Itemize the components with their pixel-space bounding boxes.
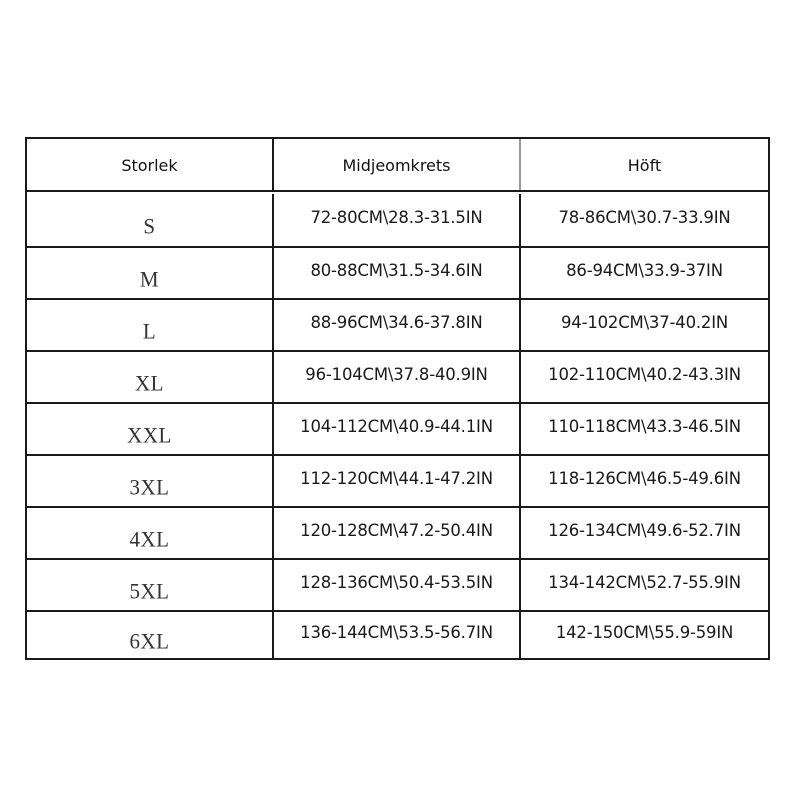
waist-value: 104-112CM\40.9-44.1IN: [300, 416, 493, 436]
table-row: [27, 454, 768, 506]
waist-cell: [274, 612, 521, 658]
size-value: S: [143, 212, 156, 239]
waist-cell: [274, 248, 521, 298]
waist-cell: [274, 456, 521, 506]
size-cell: [27, 194, 274, 246]
size-cell: [27, 352, 274, 402]
hip-cell: [521, 194, 768, 246]
hip-cell: [521, 352, 768, 402]
size-cell: [27, 248, 274, 298]
hip-cell: [521, 248, 768, 298]
waist-value: 80-88CM\31.5-34.6IN: [310, 260, 483, 280]
hip-cell: [521, 456, 768, 506]
waist-value: 112-120CM\44.1-47.2IN: [300, 468, 493, 488]
size-cell: [27, 404, 274, 454]
hip-value: 78-86CM\30.7-33.9IN: [558, 207, 731, 227]
table-row: [27, 610, 768, 658]
table-row: [27, 558, 768, 610]
header-cell-waist: [274, 139, 521, 190]
header-hip-label: Höft: [627, 156, 662, 175]
waist-value: 136-144CM\53.5-56.7IN: [300, 622, 493, 642]
hip-cell: [521, 404, 768, 454]
hip-value: 102-110CM\40.2-43.3IN: [548, 364, 741, 384]
hip-value: 134-142CM\52.7-55.9IN: [548, 572, 741, 592]
hip-cell: [521, 612, 768, 658]
waist-cell: [274, 194, 521, 246]
size-value: 3XL: [129, 473, 170, 500]
table-row: [27, 194, 768, 246]
waist-value: 96-104CM\37.8-40.9IN: [305, 364, 488, 384]
hip-value: 142-150CM\55.9-59IN: [555, 622, 734, 642]
size-cell: [27, 612, 274, 658]
table-header-row: [27, 139, 768, 192]
hip-value: 110-118CM\43.3-46.5IN: [548, 416, 741, 436]
hip-value: 126-134CM\49.6-52.7IN: [548, 520, 741, 540]
waist-cell: [274, 404, 521, 454]
size-value: 5XL: [129, 577, 170, 604]
size-table: [25, 137, 770, 660]
size-cell: [27, 560, 274, 610]
size-value: L: [142, 317, 157, 344]
header-cell-hip: [521, 139, 768, 190]
waist-cell: [274, 300, 521, 350]
waist-value: 128-136CM\50.4-53.5IN: [300, 572, 493, 592]
waist-value: 88-96CM\34.6-37.8IN: [310, 312, 483, 332]
size-value: 6XL: [129, 627, 170, 654]
waist-value: 72-80CM\28.3-31.5IN: [310, 207, 483, 227]
header-cell-size: [27, 139, 274, 190]
table-row: [27, 506, 768, 558]
table-row: [27, 350, 768, 402]
size-value: M: [139, 265, 160, 292]
hip-value: 94-102CM\37-40.2IN: [560, 312, 729, 332]
waist-cell: [274, 508, 521, 558]
size-value: XL: [135, 369, 164, 396]
size-value: 4XL: [129, 525, 170, 552]
hip-cell: [521, 560, 768, 610]
size-cell: [27, 456, 274, 506]
waist-cell: [274, 352, 521, 402]
size-cell: [27, 508, 274, 558]
table-row: [27, 246, 768, 298]
hip-value: 86-94CM\33.9-37IN: [566, 260, 723, 280]
hip-value: 118-126CM\46.5-49.6IN: [548, 468, 741, 488]
waist-value: 120-128CM\47.2-50.4IN: [300, 520, 493, 540]
table-row: [27, 298, 768, 350]
hip-cell: [521, 508, 768, 558]
header-size-label: Storlek: [121, 156, 178, 175]
waist-cell: [274, 560, 521, 610]
header-waist-label: Midjeomkrets: [342, 156, 451, 175]
size-value: XXL: [127, 421, 172, 448]
table-row: [27, 402, 768, 454]
size-cell: [27, 300, 274, 350]
hip-cell: [521, 300, 768, 350]
